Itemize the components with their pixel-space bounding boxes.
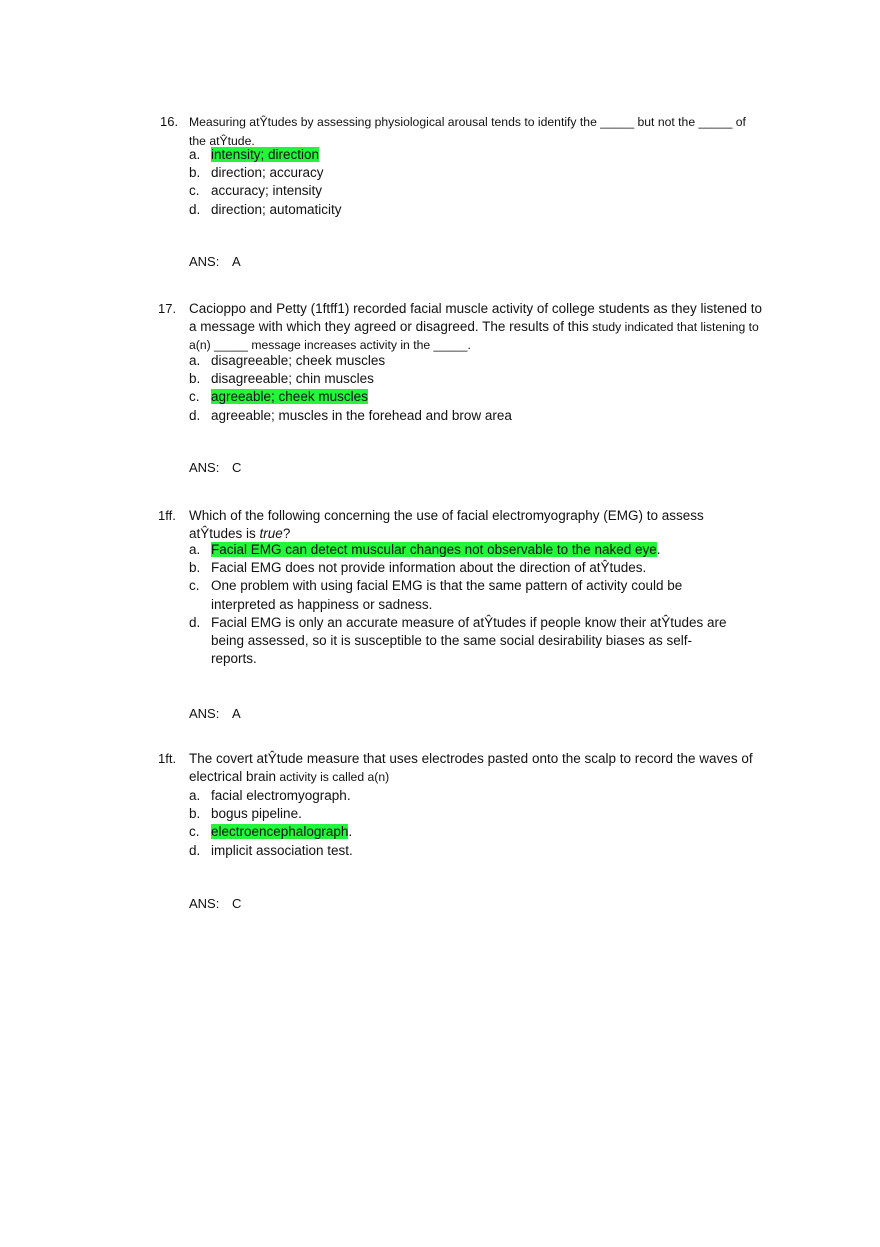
- answer-key: ANS: C: [189, 460, 242, 475]
- answer-options: [189, 352, 749, 425]
- answer-options: [189, 146, 749, 219]
- option-c: c. electroencephalograph.: [189, 824, 353, 840]
- option-c: c. agreeable; cheek muscles: [189, 389, 368, 405]
- option-b: b. bogus pipeline.: [189, 806, 302, 822]
- option-b: b. direction; accuracy: [189, 165, 324, 181]
- option-a: a. Facial EMG can detect muscular changes not observable to the naked eye.: [189, 542, 661, 557]
- highlighted-answer: electroencephalograph: [211, 824, 349, 840]
- answer-key: ANS: A: [189, 254, 241, 269]
- option-d: d. implicit association test.: [189, 842, 353, 858]
- option-a: a. facial electromyograph.: [189, 788, 351, 803]
- question-number: 1ft.: [158, 751, 177, 766]
- option-d: d. Facial EMG is only an accurate measure of atŶtudes if people know their atŶtudes are being assessed, so it is susceptible to the same social desirability biases as self-reports.: [189, 614, 727, 667]
- option-a: a. disagreeable; cheek muscles: [189, 353, 386, 368]
- question-stem: The covert atŶtude measure that uses electrodes pasted onto the scalp to record the waves of electrical brain activity is called a(n): [189, 751, 753, 784]
- highlighted-answer: Facial EMG can detect muscular changes not observable to the naked eye: [211, 542, 657, 557]
- question-number: 17.: [158, 301, 177, 316]
- question-number: 16.: [160, 114, 179, 129]
- option-c: c. accuracy; intensity: [189, 183, 323, 199]
- question-stem: Which of the following concerning the use of facial electromyography (EMG) to assess atŶtudes is true?: [189, 508, 704, 541]
- question-stem: Measuring atŶtudes by assessing physiological arousal tends to identify the _____ but not the _____ of the atŶtude.: [189, 115, 746, 148]
- answer-key: ANS: C: [189, 896, 242, 911]
- question-stem: Cacioppo and Petty (1ftff1) recorded facial muscle activity of college students as they listened to a message with which they agreed or disagreed. The results of this study indicated that listening to a(n) _____ message increases activity in the _____.: [189, 301, 763, 352]
- option-a: a. intensity; direction: [189, 147, 320, 162]
- option-d: d. agreeable; muscles in the forehead and brow area: [189, 407, 512, 423]
- answer-options: [189, 787, 749, 860]
- option-b: b. disagreeable; chin muscles: [189, 371, 374, 387]
- answer-key: ANS: A: [189, 706, 241, 721]
- highlighted-answer: agreeable; cheek muscles: [211, 389, 368, 405]
- highlighted-answer: intensity; direction: [211, 147, 320, 162]
- answer-options: [189, 541, 729, 668]
- question-number: 1ff.: [158, 508, 176, 523]
- option-b: b. Facial EMG does not provide information about the direction of atŶtudes.: [189, 560, 647, 576]
- option-c: c. One problem with using facial EMG is that the same pattern of activity could be interpreted as happiness or sadness.: [189, 578, 683, 612]
- option-d: d. direction; automaticity: [189, 201, 342, 217]
